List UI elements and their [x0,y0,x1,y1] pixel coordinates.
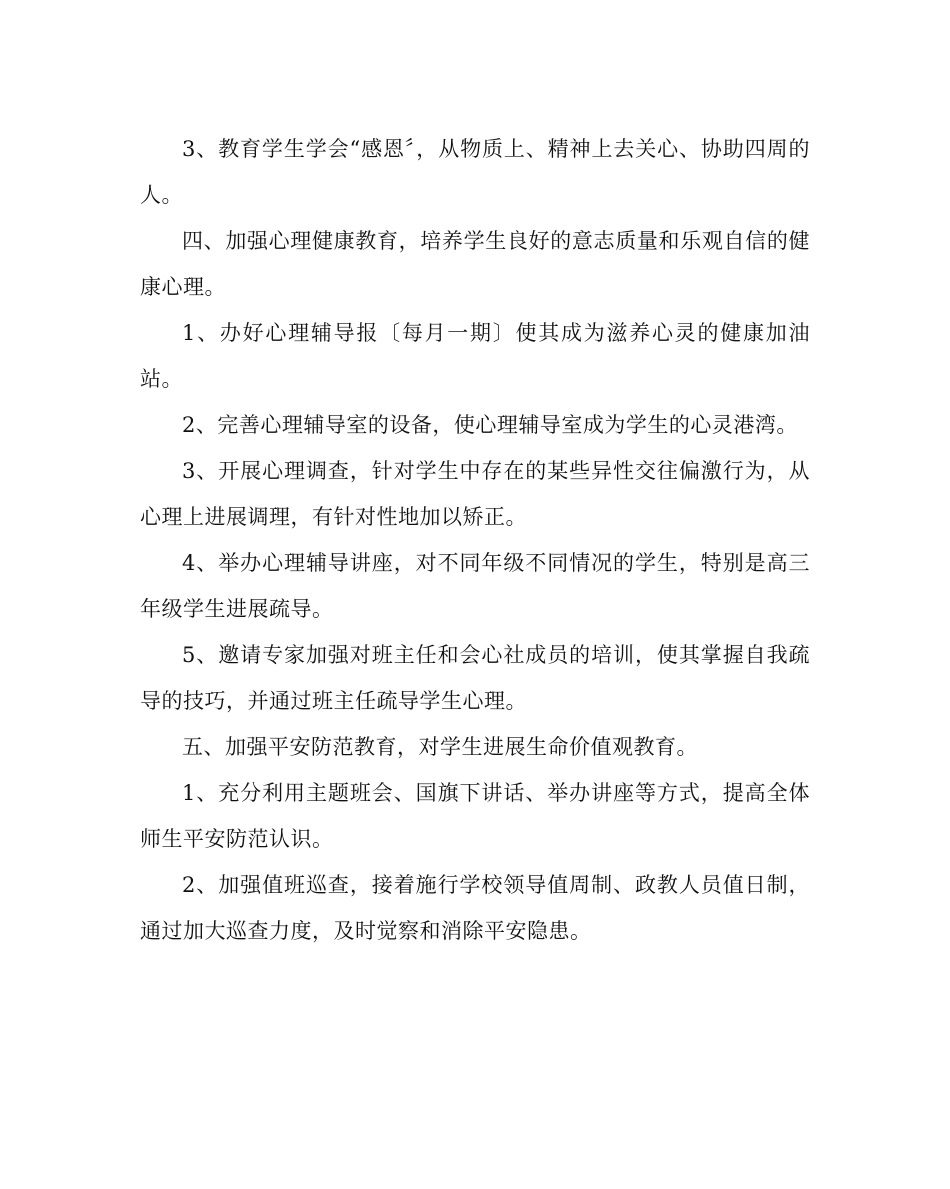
paragraph-3: 1、办好心理辅导报〔每月一期〕使其成为滋养心灵的健康加油站。 [140,321,810,391]
paragraph-10: 2、加强值班巡查，接着施行学校领导值周制、政教人员值日制，通过加大巡查力度，及时觉察和消除平安隐患。 [140,873,810,943]
document-body [140,126,810,954]
paragraph-2: 四、加强心理健康教育，培养学生良好的意志质量和乐观自信的健康心理。 [140,229,810,299]
paragraph-7: 5、邀请专家加强对班主任和会心社成员的培训，使其掌握自我疏导的技巧，并通过班主任疏导学生心理。 [140,643,810,713]
paragraph-5: 3、开展心理调查，针对学生中存在的某些异性交往偏激行为，从心理上进展调理，有针对性地加以矫正。 [140,459,810,529]
paragraph-8: 五、加强平安防范教育，对学生进展生命价值观教育。 [182,735,698,759]
paragraph-4: 2、完善心理辅导室的设备，使心理辅导室成为学生的心灵港湾。 [182,413,798,437]
paragraph-6: 4、举办心理辅导讲座，对不同年级不同情况的学生，特别是高三年级学生进展疏导。 [140,551,810,621]
paragraph-1: 3、教育学生学会“感恩〞，从物质上、精神上去关心、协助四周的人。 [140,137,810,207]
paragraph-9: 1、充分利用主题班会、国旗下讲话、举办讲座等方式，提高全体师生平安防范认识。 [140,781,810,851]
